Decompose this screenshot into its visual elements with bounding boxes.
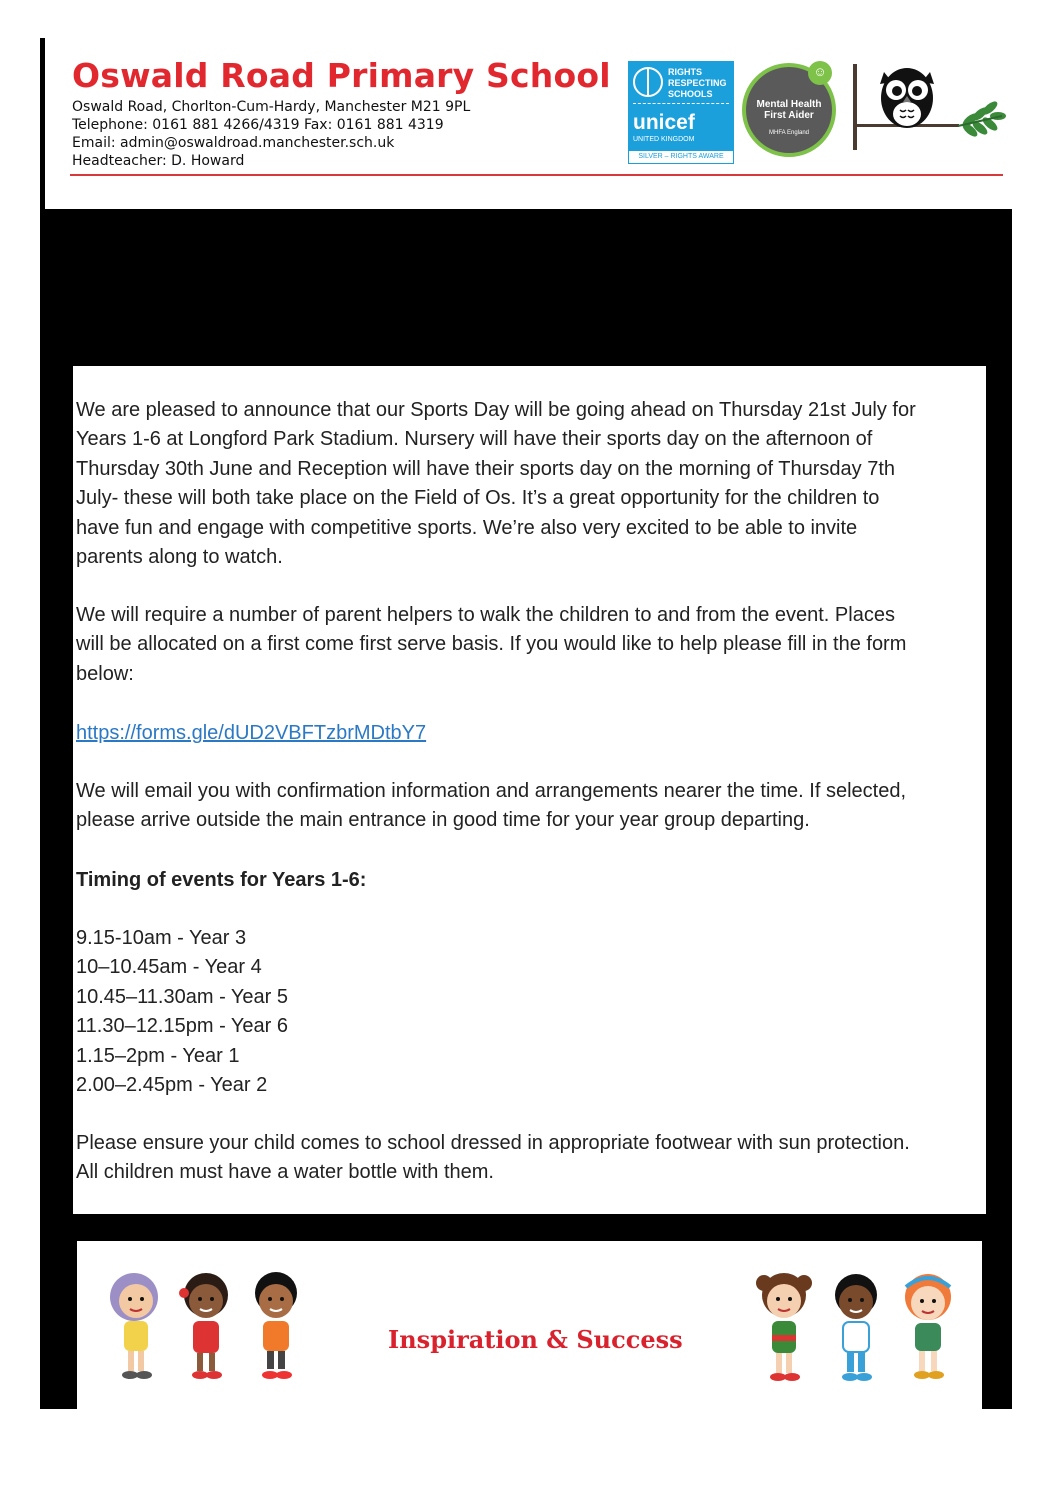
children-illustration-right: [748, 1265, 968, 1389]
unicef-uk-label: UNITED KINGDOM: [633, 136, 695, 143]
paragraph-parent-helpers: We will require a number of parent helpers to walk the children to and from the event. Places will be allocated on a first come first serve basis. If you would like to help please fill in the form below:: [76, 604, 907, 685]
paragraph-footwear: Please ensure your child comes to school dressed in appropriate footwear with sun protection. All children must have a water bottle with them.: [76, 1132, 910, 1184]
paragraph-sports-day: We are pleased to announce that our Sports Day will be going ahead on Thursday 21st July for Years 1-6 at Longford Park Stadium. Nursery will have their sports day on the afternoon of Thursday 30th June and Reception will have their sports day on the morning of Thursday 7th July- these will both take place on the Field of Os. It’s a great opportunity for the children to have fun and engage with competitive sports. We’re also very excited to be able to invite parents along to watch.: [76, 399, 916, 569]
head-icon: ☺: [808, 61, 832, 85]
paragraph-confirmation: We will email you with confirmation information and arrangements nearer the time. If selected, please arrive outside the main entrance in good time for your year group departing.: [76, 780, 907, 832]
list-item: 1.15–2pm - Year 1: [76, 1044, 240, 1067]
rrs-award-level: SILVER – RIGHTS AWARE: [628, 150, 734, 164]
divider: [633, 103, 729, 104]
letterhead-left-bar: [40, 38, 45, 210]
timing-heading: Timing of events for Years 1-6:: [76, 869, 367, 891]
headteacher: Headteacher: D. Howard: [72, 153, 245, 169]
list-item: 9.15-10am - Year 3: [76, 927, 247, 949]
rrs-badge-title: RIGHTS RESPECTING SCHOOLS: [668, 67, 727, 99]
school-motto: Inspiration & Success: [388, 1325, 683, 1354]
mhfa-title: Mental Health First Aider: [756, 99, 822, 121]
school-telephone: Telephone: 0161 881 4266/4319 Fax: 0161 881 4319: [72, 117, 444, 133]
school-email: Email: admin@oswaldroad.manchester.sch.uk: [72, 135, 395, 151]
timing-list: [76, 924, 986, 1100]
list-item: 10–10.45am - Year 4: [76, 956, 262, 979]
form-link-row: [76, 719, 986, 748]
owl-branch-post: [853, 64, 857, 150]
letterhead-rule: [70, 174, 1003, 176]
list-item: 10.45–11.30am - Year 5: [76, 985, 289, 1008]
unicef-globe-icon: [633, 67, 663, 97]
mhfa-subtitle: MHFA England: [768, 130, 810, 136]
list-item: 2.00–2.45pm - Year 2: [76, 1074, 268, 1097]
helper-form-link[interactable]: https://forms.gle/dUD2VBFTzbrMDtbY7: [76, 722, 427, 744]
school-name: Oswald Road Primary School: [72, 56, 611, 95]
school-address: Oswald Road, Chorlton-Cum-Hardy, Manchester M21 9PL: [72, 99, 471, 115]
owl-logo-icon: [872, 66, 1012, 146]
mental-health-first-aider-badge: [742, 63, 836, 157]
unicef-wordmark: unicef: [633, 111, 695, 134]
rights-respecting-schools-badge: [628, 61, 734, 164]
list-item: 11.30–12.15pm - Year 6: [76, 1015, 289, 1038]
children-illustration-left: [96, 1265, 316, 1385]
